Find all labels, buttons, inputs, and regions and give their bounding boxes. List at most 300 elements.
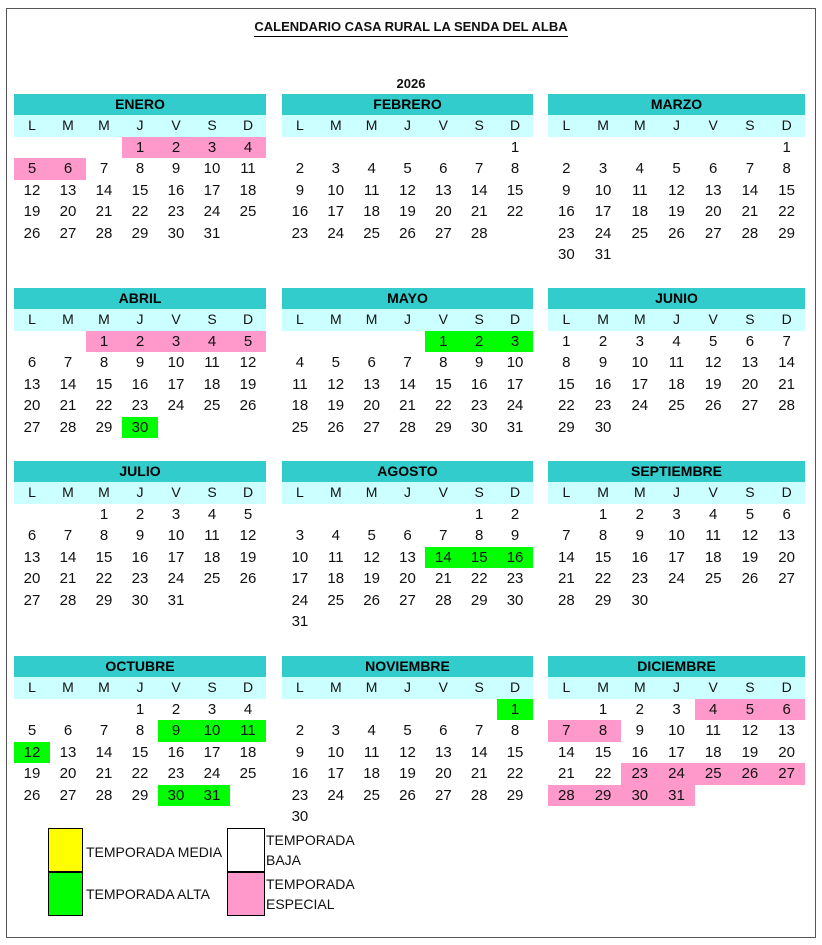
week-row [548, 395, 805, 417]
day-cell: 3 [295, 527, 305, 544]
month-header: JULIO [14, 461, 266, 482]
weekday-label: D [242, 117, 254, 133]
empty-cell [461, 137, 497, 159]
day-cell: 9 [510, 527, 520, 544]
weekday-label: M [597, 679, 609, 695]
weekday-label: L [28, 484, 36, 500]
day-cell: 1 [86, 331, 122, 353]
empty-cell [14, 504, 50, 526]
day-cell: 25 [239, 203, 257, 220]
empty-cell [425, 611, 461, 633]
day-cell: 4 [367, 722, 376, 739]
empty-cell [354, 137, 390, 159]
day-cell: 19 [327, 397, 345, 414]
empty-cell [548, 504, 585, 526]
day-cell: 17 [203, 181, 221, 199]
day-cell: 12 [14, 742, 50, 764]
month-diciembre [548, 656, 805, 806]
empty-cell [695, 417, 732, 439]
month-enero [14, 94, 266, 244]
day-cell: 21 [399, 397, 416, 414]
day-cell: 1 [99, 505, 109, 523]
day-cell: 31 [658, 785, 695, 807]
weekday-label: S [745, 679, 755, 695]
weekday-row [548, 677, 805, 699]
week-row [282, 568, 533, 590]
day-cell: 4 [230, 137, 266, 159]
day-cell: 24 [167, 570, 185, 587]
empty-cell [282, 504, 318, 526]
day-cell: 16 [131, 375, 149, 393]
week-row [282, 223, 533, 245]
week-row [548, 374, 805, 396]
day-cell: 30 [594, 418, 612, 436]
day-cell: 1 [135, 700, 145, 718]
day-cell: 20 [435, 765, 452, 782]
day-cell: 25 [704, 570, 722, 587]
day-cell: 17 [506, 375, 524, 393]
page-title [0, 19, 822, 34]
weekday-label: L [28, 117, 36, 133]
day-cell: 21 [95, 203, 113, 220]
day-cell: 4 [331, 527, 340, 544]
empty-cell [768, 244, 805, 266]
empty-cell [354, 806, 390, 828]
day-cell: 24 [203, 765, 221, 782]
day-cell: 18 [203, 375, 221, 393]
week-row [14, 720, 266, 742]
day-cell: 9 [135, 527, 145, 544]
week-row [548, 699, 805, 721]
day-cell: 24 [668, 570, 685, 587]
empty-cell [732, 785, 769, 807]
weekday-label: L [28, 311, 36, 327]
day-cell: 17 [167, 375, 185, 393]
day-cell: 3 [672, 505, 681, 523]
month-agosto [282, 461, 533, 633]
empty-cell [768, 417, 805, 439]
day-cell: 13 [704, 181, 722, 199]
day-cell: 6 [63, 722, 73, 739]
day-cell: 21 [558, 765, 575, 782]
weekday-label: S [745, 311, 755, 327]
week-row [282, 158, 533, 180]
day-cell: 5 [27, 722, 37, 739]
day-cell: 21 [435, 570, 452, 587]
weekday-label: V [708, 311, 718, 327]
day-cell: 17 [594, 203, 612, 220]
day-cell: 13 [59, 181, 77, 199]
day-cell: 27 [399, 591, 416, 609]
day-cell: 27 [778, 570, 795, 587]
day-cell: 13 [399, 548, 416, 566]
day-cell: 22 [435, 397, 452, 414]
empty-cell [194, 590, 230, 612]
week-row [548, 223, 805, 245]
day-cell: 13 [23, 548, 41, 566]
day-cell: 15 [131, 743, 149, 761]
day-cell: 16 [631, 548, 649, 566]
weekday-label: S [474, 117, 484, 133]
day-cell: 25 [695, 763, 732, 785]
weekday-row [282, 309, 533, 331]
weekday-label: L [296, 679, 304, 695]
week-row [548, 158, 805, 180]
day-cell: 31 [203, 224, 221, 242]
day-cell: 7 [63, 354, 73, 371]
month-header: AGOSTO [282, 461, 533, 482]
empty-cell [585, 137, 622, 159]
day-cell: 2 [295, 160, 305, 177]
day-cell: 20 [23, 570, 41, 587]
day-cell: 9 [295, 181, 305, 199]
week-row [548, 352, 805, 374]
day-cell: 31 [291, 613, 309, 630]
day-cell: 7 [745, 160, 755, 177]
day-cell: 26 [399, 224, 416, 242]
day-cell: 29 [131, 224, 149, 242]
weekday-label: L [562, 311, 571, 327]
day-cell: 11 [631, 181, 648, 199]
week-row [282, 785, 533, 807]
day-cell: 16 [470, 375, 488, 393]
day-cell: 9 [295, 743, 305, 761]
empty-cell [390, 331, 426, 353]
day-cell: 16 [291, 203, 309, 220]
day-cell: 28 [470, 224, 488, 242]
day-cell: 22 [131, 765, 149, 782]
day-cell: 24 [167, 397, 185, 414]
day-cell: 22 [506, 203, 524, 220]
day-cell: 5 [367, 527, 376, 544]
weekday-label: V [438, 311, 449, 327]
day-cell: 18 [704, 743, 722, 761]
weekday-label: V [438, 484, 449, 500]
day-cell: 14 [95, 181, 113, 199]
day-cell: 3 [331, 722, 340, 739]
weekday-label: M [329, 679, 342, 695]
day-cell: 25 [291, 418, 309, 436]
day-cell: 13 [23, 375, 41, 393]
day-cell: 29 [585, 785, 622, 807]
weekday-label: J [136, 679, 144, 695]
day-cell: 23 [558, 224, 575, 242]
day-cell: 1 [510, 138, 520, 156]
day-cell: 14 [399, 375, 416, 393]
weekday-label: D [242, 484, 254, 500]
day-cell: 11 [705, 527, 721, 544]
empty-cell [695, 785, 732, 807]
day-cell: 17 [327, 765, 345, 782]
day-cell: 29 [778, 224, 795, 242]
day-cell: 19 [23, 203, 41, 220]
day-cell: 28 [59, 418, 77, 436]
day-cell: 29 [95, 591, 113, 609]
day-cell: 7 [548, 720, 585, 742]
weekday-label: D [510, 117, 521, 133]
day-cell: 1 [425, 331, 461, 353]
empty-cell [50, 699, 86, 721]
day-cell: 27 [435, 224, 452, 242]
empty-cell [425, 137, 461, 159]
weekday-label: V [171, 679, 181, 695]
weekday-label: S [745, 484, 755, 500]
weekday-row [14, 115, 266, 137]
day-cell: 10 [631, 354, 649, 371]
empty-cell [461, 611, 497, 633]
day-cell: 14 [470, 181, 488, 199]
weekday-label: L [296, 117, 304, 133]
day-cell: 18 [668, 375, 685, 393]
day-cell: 26 [239, 570, 257, 587]
day-cell: 10 [203, 160, 221, 177]
month-octubre [14, 656, 266, 806]
month-header: JUNIO [548, 288, 805, 309]
day-cell: 10 [327, 743, 345, 761]
day-cell: 30 [158, 785, 194, 807]
week-row [282, 699, 533, 721]
day-cell: 6 [403, 527, 412, 544]
weekday-row [548, 482, 805, 504]
day-cell: 20 [778, 548, 795, 566]
month-header: ABRIL [14, 288, 266, 309]
day-cell: 9 [598, 354, 608, 371]
day-cell: 21 [59, 570, 77, 587]
weekday-row [14, 482, 266, 504]
day-cell: 31 [506, 418, 524, 436]
empty-cell [425, 699, 461, 721]
empty-cell [548, 699, 585, 721]
empty-cell [497, 223, 533, 245]
day-cell: 1 [782, 138, 791, 156]
day-cell: 28 [470, 786, 488, 804]
empty-cell [461, 806, 497, 828]
day-cell: 8 [510, 722, 520, 739]
week-row [282, 374, 533, 396]
day-cell: 15 [558, 375, 575, 393]
day-cell: 29 [131, 786, 149, 804]
day-cell: 4 [695, 699, 732, 721]
day-cell: 26 [327, 418, 345, 436]
day-cell: 8 [135, 160, 145, 177]
day-cell: 2 [135, 505, 145, 523]
day-cell: 12 [363, 548, 380, 566]
day-cell: 14 [741, 181, 759, 199]
day-cell: 7 [782, 332, 791, 350]
day-cell: 10 [506, 354, 524, 371]
weekday-label: M [62, 484, 74, 500]
weekday-label: J [403, 117, 411, 133]
month-marzo [548, 94, 805, 266]
day-cell: 9 [562, 181, 571, 199]
day-cell: 1 [475, 505, 484, 523]
empty-cell [230, 223, 266, 245]
week-row [282, 352, 533, 374]
day-cell: 3 [171, 505, 181, 523]
weekday-label: V [171, 117, 181, 133]
week-row [282, 806, 533, 828]
day-cell: 11 [363, 181, 380, 199]
day-cell: 20 [23, 397, 41, 414]
day-cell: 14 [95, 743, 113, 761]
empty-cell [318, 331, 354, 353]
day-cell: 30 [621, 785, 658, 807]
day-cell: 12 [741, 527, 759, 544]
empty-cell [354, 699, 390, 721]
weekday-label: V [708, 117, 718, 133]
day-cell: 31 [594, 246, 612, 263]
day-cell: 18 [363, 203, 380, 220]
weekday-label: M [98, 117, 110, 133]
empty-cell [194, 417, 230, 439]
week-row [282, 611, 533, 633]
day-cell: 23 [594, 397, 612, 414]
day-cell: 3 [207, 700, 217, 718]
day-cell: 12 [741, 722, 759, 739]
empty-cell [282, 331, 318, 353]
day-cell: 7 [475, 722, 484, 739]
day-cell: 3 [158, 331, 194, 353]
day-cell: 13 [778, 527, 795, 544]
weekday-label: L [562, 679, 571, 695]
weekday-label: S [745, 117, 755, 133]
weekday-label: V [708, 679, 718, 695]
empty-cell [461, 699, 497, 721]
day-cell: 13 [435, 181, 452, 199]
day-cell: 2 [635, 505, 644, 523]
empty-cell [658, 244, 695, 266]
week-row [14, 742, 266, 764]
day-cell: 11 [292, 375, 308, 393]
day-cell: 30 [167, 224, 185, 242]
month-header: MAYO [282, 288, 533, 309]
empty-cell [768, 590, 805, 612]
day-cell: 12 [239, 527, 257, 544]
day-cell: 24 [203, 203, 221, 220]
day-cell: 6 [745, 332, 755, 350]
day-cell: 12 [327, 375, 345, 393]
week-row [548, 763, 805, 785]
day-cell: 26 [668, 224, 685, 242]
day-cell: 26 [363, 591, 380, 609]
weekday-label: D [242, 311, 254, 327]
day-cell: 15 [461, 547, 497, 569]
day-cell: 28 [548, 785, 585, 807]
day-cell: 19 [741, 548, 759, 566]
day-cell: 2 [461, 331, 497, 353]
day-cell: 15 [95, 548, 113, 566]
day-cell: 7 [403, 354, 412, 371]
day-cell: 8 [562, 354, 571, 371]
day-cell: 30 [131, 591, 149, 609]
weekday-label: M [597, 311, 609, 327]
weekday-label: L [28, 679, 36, 695]
empty-cell [695, 590, 732, 612]
day-cell: 14 [558, 743, 575, 761]
empty-cell [658, 137, 695, 159]
day-cell: 1 [497, 699, 533, 721]
day-cell: 9 [635, 722, 644, 739]
day-cell: 6 [27, 527, 37, 544]
week-row [548, 331, 805, 353]
day-cell: 3 [331, 160, 340, 177]
empty-cell [621, 417, 658, 439]
weekday-label: M [633, 311, 646, 327]
day-cell: 29 [95, 418, 113, 436]
weekday-label: D [781, 679, 792, 695]
day-cell: 12 [399, 743, 416, 761]
week-row [14, 763, 266, 785]
weekday-label: J [136, 484, 144, 500]
day-cell: 2 [635, 700, 644, 718]
day-cell: 22 [95, 397, 113, 414]
week-row [548, 180, 805, 202]
day-cell: 4 [207, 505, 217, 523]
week-row [548, 137, 805, 159]
day-cell: 26 [704, 397, 722, 414]
empty-cell [14, 699, 50, 721]
weekday-label: M [365, 311, 378, 327]
day-cell: 29 [506, 786, 524, 804]
day-cell: 23 [131, 570, 149, 587]
day-cell: 15 [594, 548, 612, 566]
day-cell: 21 [59, 397, 77, 414]
day-cell: 5 [243, 505, 253, 523]
day-cell: 25 [203, 570, 221, 587]
empty-cell [658, 590, 695, 612]
day-cell: 10 [291, 548, 309, 566]
day-cell: 22 [778, 203, 795, 220]
day-cell: 16 [558, 203, 575, 220]
day-cell: 18 [239, 743, 257, 761]
empty-cell [318, 137, 354, 159]
weekday-label: L [296, 311, 304, 327]
day-cell: 6 [782, 505, 791, 523]
weekday-label: M [62, 117, 74, 133]
week-row [282, 590, 533, 612]
day-cell: 2 [598, 332, 608, 350]
weekday-label: J [136, 311, 144, 327]
month-julio [14, 461, 266, 611]
month-noviembre [282, 656, 533, 828]
week-row [282, 742, 533, 764]
day-cell: 17 [167, 548, 185, 566]
day-cell: 12 [704, 354, 722, 371]
day-cell: 13 [435, 743, 452, 761]
day-cell: 9 [635, 527, 644, 544]
day-cell: 7 [63, 527, 73, 544]
day-cell: 8 [782, 160, 791, 177]
day-cell: 18 [327, 570, 345, 587]
weekday-label: M [62, 679, 74, 695]
week-row [14, 395, 266, 417]
weekday-label: J [136, 117, 144, 133]
day-cell: 22 [95, 570, 113, 587]
day-cell: 11 [230, 720, 266, 742]
day-cell: 11 [705, 722, 721, 739]
empty-cell [86, 137, 122, 159]
empty-cell [282, 699, 318, 721]
day-cell: 5 [230, 331, 266, 353]
month-febrero [282, 94, 533, 244]
day-cell: 19 [239, 375, 257, 393]
day-cell: 20 [399, 570, 416, 587]
day-cell: 13 [363, 375, 380, 393]
weekday-label: M [98, 679, 110, 695]
empty-cell [497, 806, 533, 828]
empty-cell [318, 504, 354, 526]
day-cell: 5 [403, 722, 412, 739]
